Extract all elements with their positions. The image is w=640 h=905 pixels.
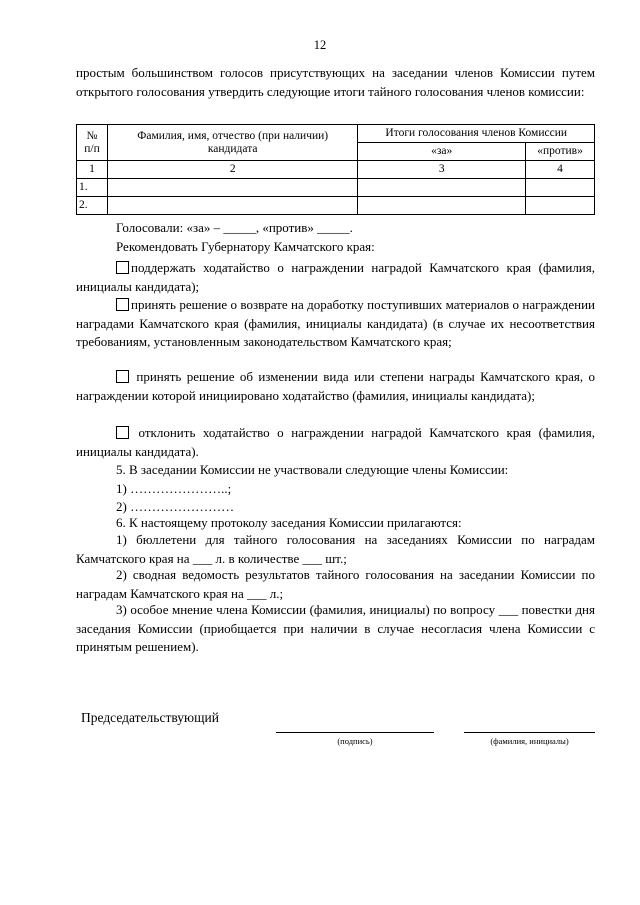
item-5-heading: 5. В заседании Комиссии не участвовали следующие члены Комиссии: bbox=[116, 462, 509, 477]
signature-line bbox=[276, 732, 434, 733]
header-candidate-name: Фамилия, имя, отчество (при наличии) кандидата bbox=[107, 125, 357, 161]
row-candidate-cell bbox=[107, 197, 357, 215]
table-header-row bbox=[77, 125, 595, 143]
row-for-cell bbox=[358, 197, 526, 215]
item-5-entry: 2) …………………… bbox=[116, 499, 235, 514]
index-cell: 4 bbox=[526, 161, 595, 179]
signature-caption: (подпись) bbox=[337, 736, 373, 746]
row-against-cell bbox=[526, 197, 595, 215]
checkbox-icon[interactable] bbox=[116, 261, 129, 274]
index-cell: 1 bbox=[77, 161, 108, 179]
table-row bbox=[77, 197, 595, 215]
item-5-entry: 1) …………………..; bbox=[116, 481, 232, 496]
table-index-row bbox=[77, 161, 595, 179]
item-6-entry: 1) бюллетени для тайного голосования на заседаниях Комиссии по наградам Камчатского края на ___ л. в количестве ___ шт.; bbox=[76, 532, 595, 566]
chair-label: Председательствующий bbox=[81, 710, 219, 725]
option-reject: отклонить ходатайство о награждении наградой Камчатского края (фамилия, инициалы кандидата). bbox=[76, 425, 595, 459]
header-number: № п/п bbox=[77, 125, 108, 161]
row-candidate-cell bbox=[107, 179, 357, 197]
row-number: 1. bbox=[77, 179, 108, 197]
checkbox-icon[interactable] bbox=[116, 370, 129, 383]
recommend-line: Рекомендовать Губернатору Камчатского края: bbox=[116, 239, 375, 254]
row-number: 2. bbox=[77, 197, 108, 215]
option-change: принять решение об изменении вида или степени награды Камчатского края, о награждении которой инициировано ходатайство (фамилия, инициалы кандидата); bbox=[76, 369, 595, 403]
name-caption: (фамилия, инициалы) bbox=[490, 736, 569, 746]
row-for-cell bbox=[358, 179, 526, 197]
voted-line: Голосовали: «за» – _____, «против» _____. bbox=[116, 220, 353, 235]
item-6-entry: 3) особое мнение члена Комиссии (фамилия, инициалы) по вопросу ___ повестки дня заседания Комиссии (приобщается при наличии в случае несогласия члена Комиссии с принятым решением). bbox=[76, 602, 595, 655]
index-cell: 2 bbox=[107, 161, 357, 179]
voting-results-table bbox=[76, 124, 595, 215]
header-against: «против» bbox=[526, 143, 595, 161]
name-line bbox=[464, 732, 595, 733]
option-support: поддержать ходатайство о награждении наградой Камчатского края (фамилия, инициалы кандидата); bbox=[76, 260, 595, 294]
header-voting-results: Итоги голосования членов Комиссии bbox=[358, 125, 595, 143]
checkbox-icon[interactable] bbox=[116, 426, 129, 439]
checkbox-icon[interactable] bbox=[116, 298, 129, 311]
item-6-entry: 2) сводная ведомость результатов тайного голосования на заседании Комиссии по наградам Камчатского края на ___ л.; bbox=[76, 567, 595, 601]
header-for: «за» bbox=[358, 143, 526, 161]
row-against-cell bbox=[526, 179, 595, 197]
item-6-heading: 6. К настоящему протоколу заседания Комиссии прилагаются: bbox=[116, 515, 462, 530]
table-row bbox=[77, 179, 595, 197]
intro-paragraph: простым большинством голосов присутствующих на заседании членов Комиссии путем открытого голосования утвердить следующие итоги тайного голосования членов комиссии: bbox=[76, 65, 595, 99]
index-cell: 3 bbox=[358, 161, 526, 179]
page-number: 12 bbox=[313, 38, 327, 52]
option-return: принять решение о возврате на доработку поступивших материалов о награждении наградами Камчатского края (фамилия, инициалы кандидата) (в случае их несоответствия требованиям, установленным законодательством Камчатского края; bbox=[76, 297, 595, 350]
